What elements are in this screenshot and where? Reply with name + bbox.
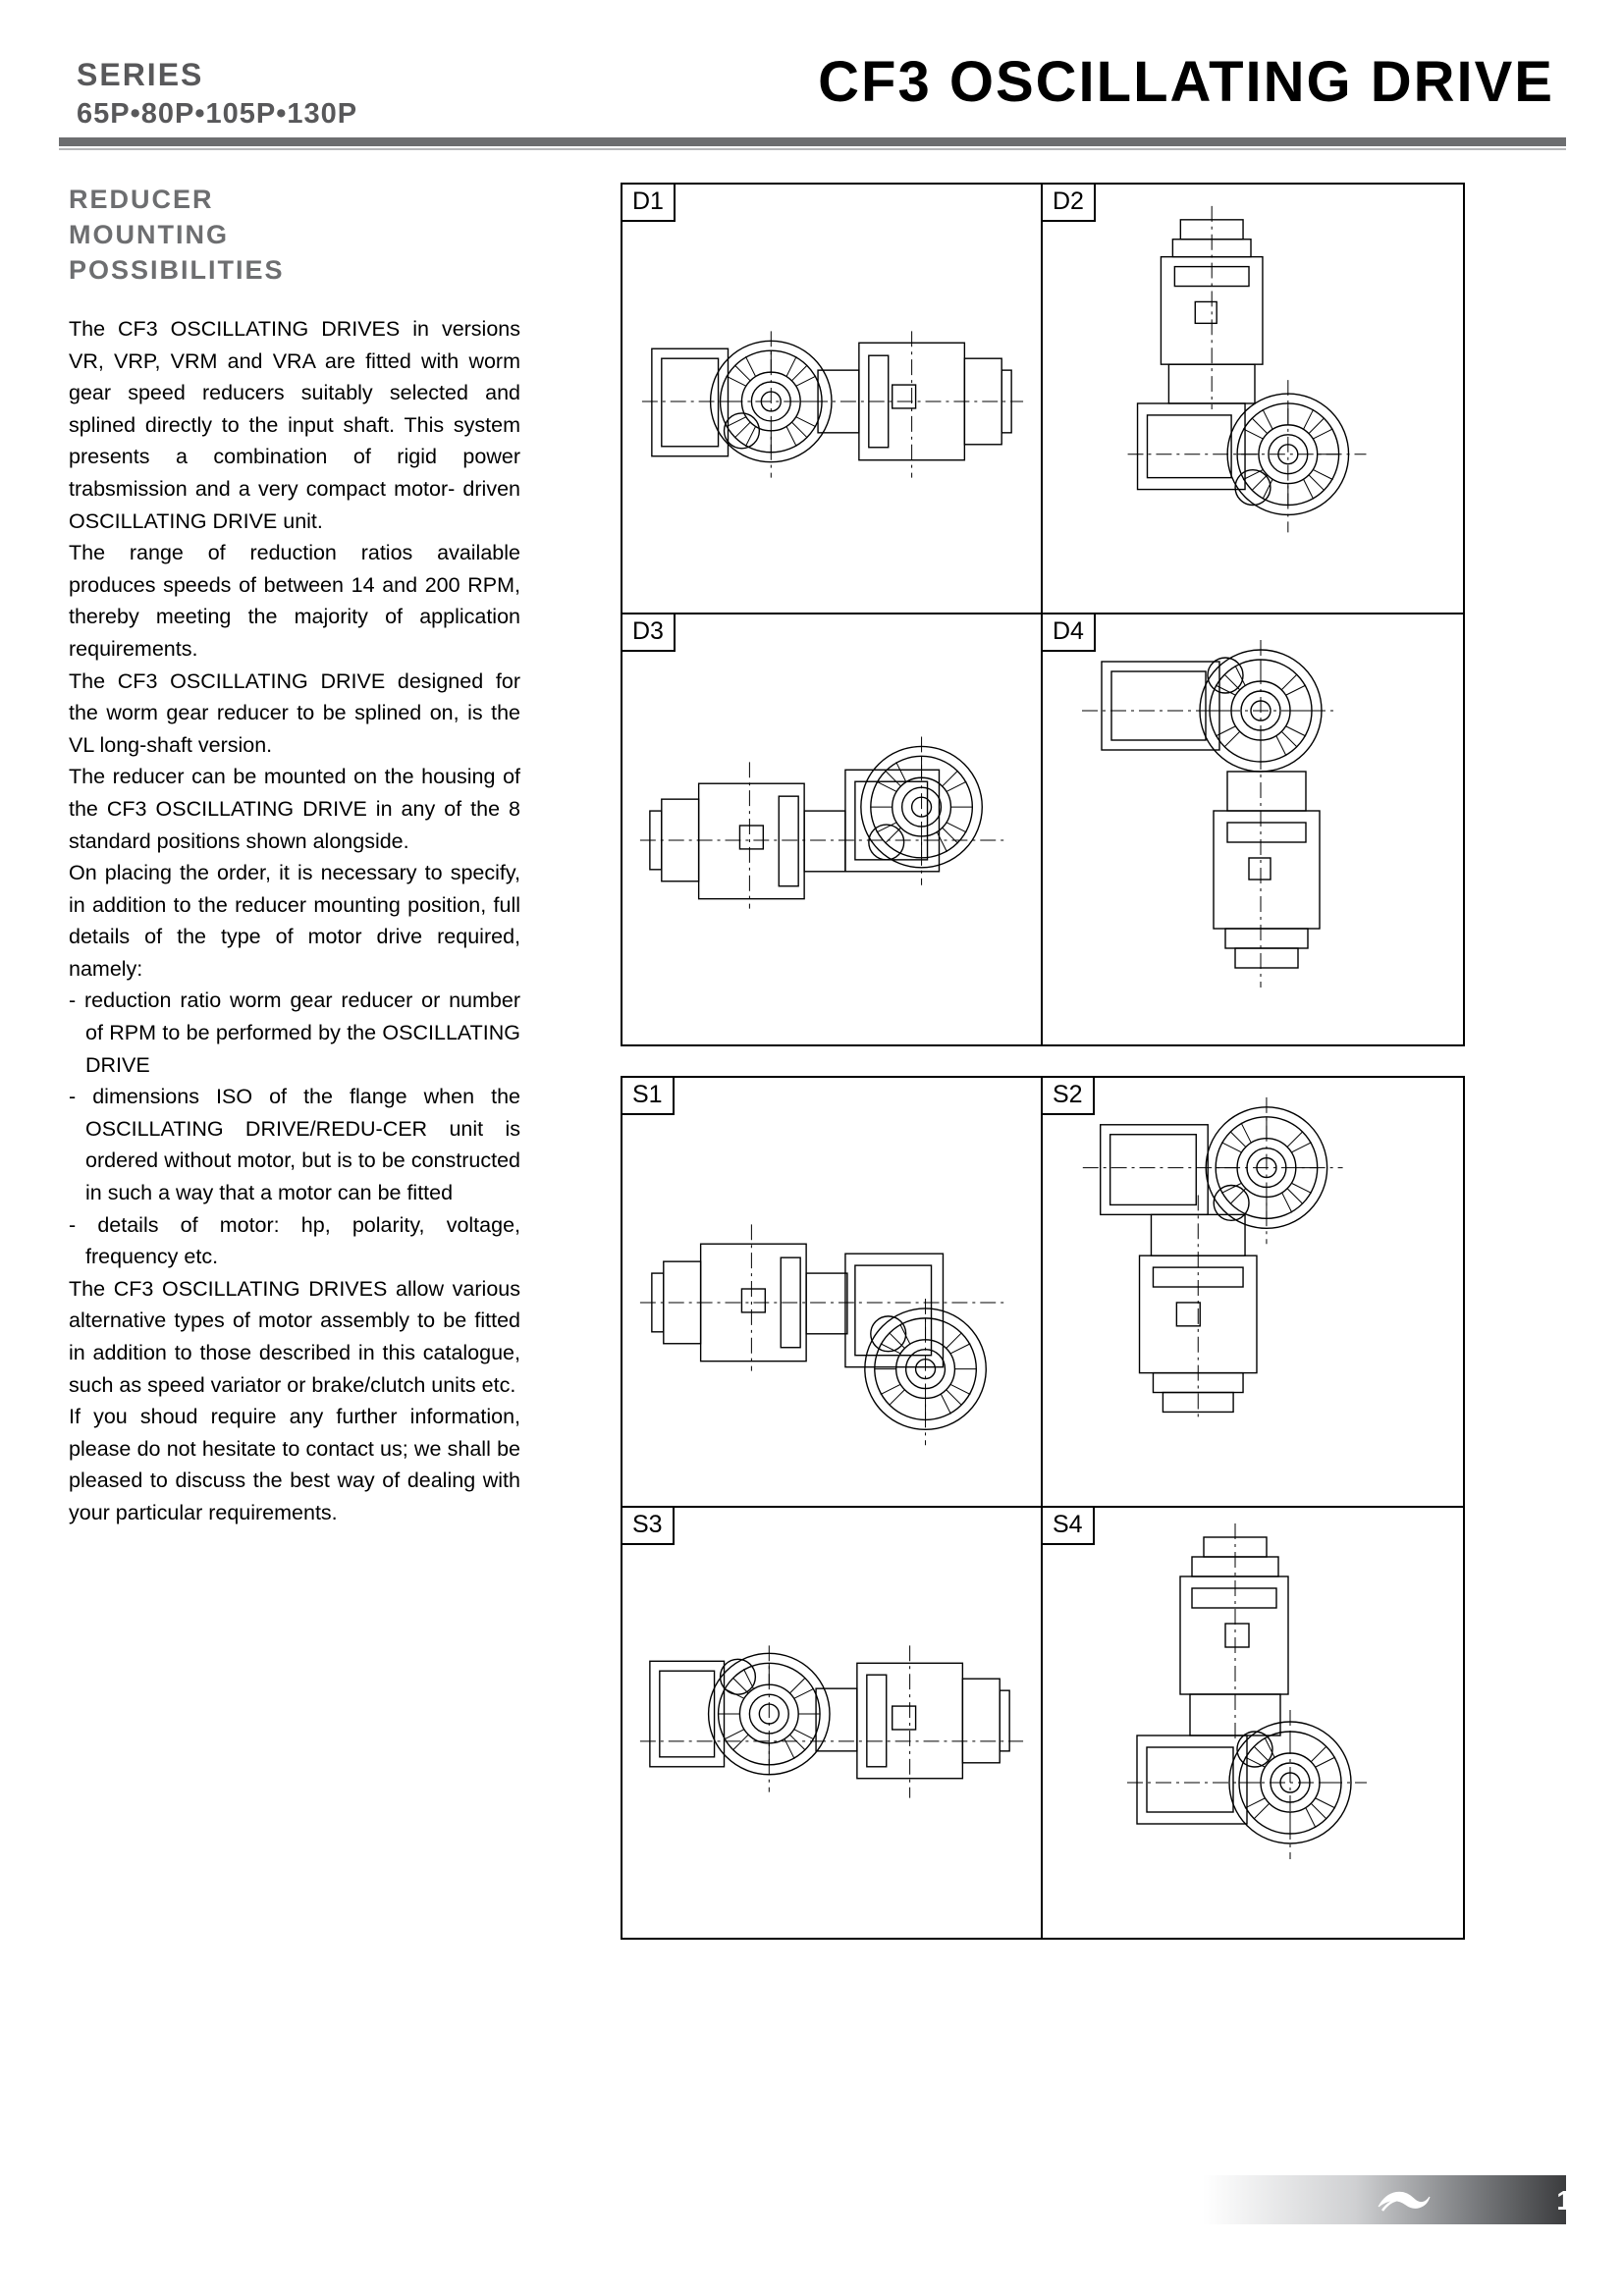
figure-s3	[622, 1508, 1041, 1938]
paragraph-2: The range of reduction ratios available produces speeds of between 14 and 200 RPM, thereby meeting the majority of application requirements.	[69, 541, 520, 661]
diagram-cell-d1	[622, 185, 1043, 614]
diagram-cell-d4	[1043, 614, 1463, 1044]
paragraph-1: The CF3 OSCILLATING DRIVES in versions VR, VRP, VRM and VRA are fitted with worm gear speed reducers suitably selected and splined directly to the input shaft. This system presents a combination of rigid power trabsmission and a very compact motor- driven OSCILLATING DRIVE unit.	[69, 317, 520, 533]
figure-d2	[1043, 185, 1463, 613]
page-title: CF3 OSCILLATING DRIVE	[818, 50, 1554, 114]
diagram-grid-s	[621, 1076, 1465, 1940]
series-block	[77, 57, 357, 132]
diagram-label-s2: S2	[1043, 1078, 1095, 1115]
bullet-1: - reduction ratio worm gear reducer or number of RPM to be performed by the OSCILLATING DRIVE	[69, 988, 520, 1077]
figure-d1	[622, 185, 1041, 613]
diagram-label-d1: D1	[622, 185, 676, 222]
figure-s2	[1043, 1078, 1463, 1506]
section-title-line-2: MOUNTING	[69, 220, 229, 249]
paragraph-7: If you shoud require any further information, please do not hesitate to contact us; we shall be pleased to discuss the best way of dealing with your particular requirements.	[69, 1405, 520, 1524]
company-logo-icon	[1375, 2181, 1435, 2220]
diagram-cell-s3	[622, 1508, 1043, 1938]
page-header	[0, 0, 1623, 147]
page-number: 11	[1556, 2185, 1588, 2216]
bullet-2: - dimensions ISO of the flange when the OSCILLATING DRIVE/REDU-CER unit is ordered without motor, but is to be constructed in such a way that a motor can be fitted	[69, 1085, 520, 1205]
figure-s4	[1043, 1508, 1463, 1938]
diagram-cell-s4	[1043, 1508, 1463, 1938]
paragraph-3: The CF3 OSCILLATING DRIVE designed for the worm gear reducer to be splined on, is the VL long-shaft version.	[69, 668, 520, 757]
paragraph-6: The CF3 OSCILLATING DRIVES allow various alternative types of motor assembly to be fitted in addition to those described in this catalogue, such as speed variator or brake/clutch units etc.	[69, 1276, 520, 1397]
paragraph-4: The reducer can be mounted on the housing of the CF3 OSCILLATING DRIVE in any of the 8 standard positions shown alongside.	[69, 765, 520, 853]
header-rule	[59, 137, 1566, 146]
series-word: SERIES	[77, 57, 204, 92]
paragraph-5: On placing the order, it is necessary to specify, in addition to the reducer mounting position, full details of the type of motor drive required, namely:	[69, 861, 520, 981]
diagram-grid-d	[621, 183, 1465, 1046]
figure-d3	[622, 614, 1041, 1044]
diagram-cell-s2	[1043, 1078, 1463, 1508]
section-title-line-1: REDUCER	[69, 185, 214, 214]
diagram-label-d3: D3	[622, 614, 676, 652]
diagram-cell-d3	[622, 614, 1043, 1044]
diagram-cell-s1	[622, 1078, 1043, 1508]
section-title-line-3: POSSIBILITIES	[69, 255, 285, 285]
figure-d4	[1043, 614, 1463, 1044]
figure-s1	[622, 1078, 1041, 1506]
body-text	[69, 313, 520, 1529]
diagram-label-d4: D4	[1043, 614, 1096, 652]
diagram-label-s3: S3	[622, 1508, 675, 1545]
bullet-3: - details of motor: hp, polarity, voltage, frequency etc.	[69, 1212, 520, 1269]
diagram-cell-d2	[1043, 185, 1463, 614]
series-models: 65P•80P•105P•130P	[77, 98, 358, 130]
left-text-column	[69, 182, 520, 1529]
diagram-label-d2: D2	[1043, 185, 1096, 222]
header-rule-thin	[59, 148, 1566, 150]
diagram-label-s1: S1	[622, 1078, 675, 1115]
diagram-label-s4: S4	[1043, 1508, 1095, 1545]
